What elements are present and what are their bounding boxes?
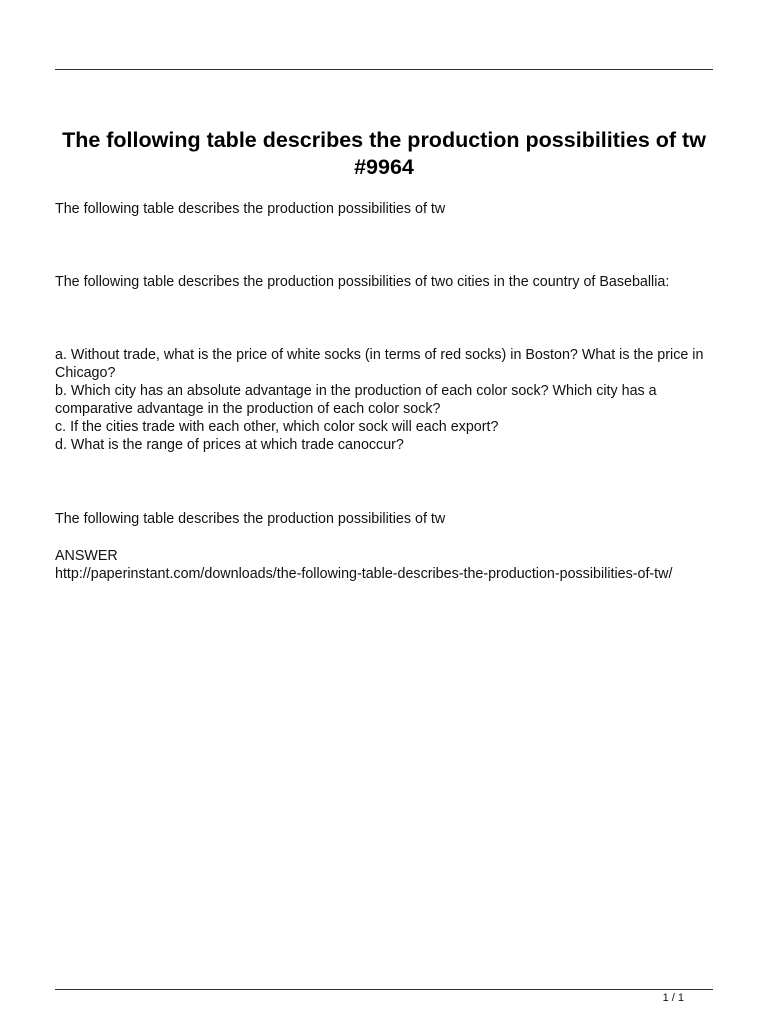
answer-block: [55, 547, 715, 583]
question-b: b. Which city has an absolute advantage in the production of each color sock? Which city has a comparative advantage in the production of each color sock?: [55, 383, 657, 417]
intro-text: The following table describes the production possibilities of tw: [55, 201, 446, 217]
question-c: c. If the cities trade with each other, which color sock will each export?: [55, 419, 499, 435]
header-divider: [55, 69, 713, 70]
description-text: The following table describes the production possibilities of two cities in the country of Baseballia:: [55, 274, 670, 290]
question-list: [55, 346, 715, 454]
question-a: a. Without trade, what is the price of white socks (in terms of red socks) in Boston? What is the price in Chicago?: [55, 347, 704, 381]
answer-link[interactable]: http://paperinstant.com/downloads/the-following-table-describes-the-production-possibilities-of-tw/: [55, 566, 673, 582]
page-number: 1 / 1: [662, 992, 684, 1004]
answer-label: ANSWER: [55, 548, 118, 564]
question-d: d. What is the range of prices at which trade canoccur?: [55, 437, 404, 453]
footer-divider: [55, 989, 713, 990]
repeat-text: The following table describes the production possibilities of tw: [55, 511, 446, 527]
document-title: The following table describes the production possibilities of tw #9964: [62, 128, 706, 179]
